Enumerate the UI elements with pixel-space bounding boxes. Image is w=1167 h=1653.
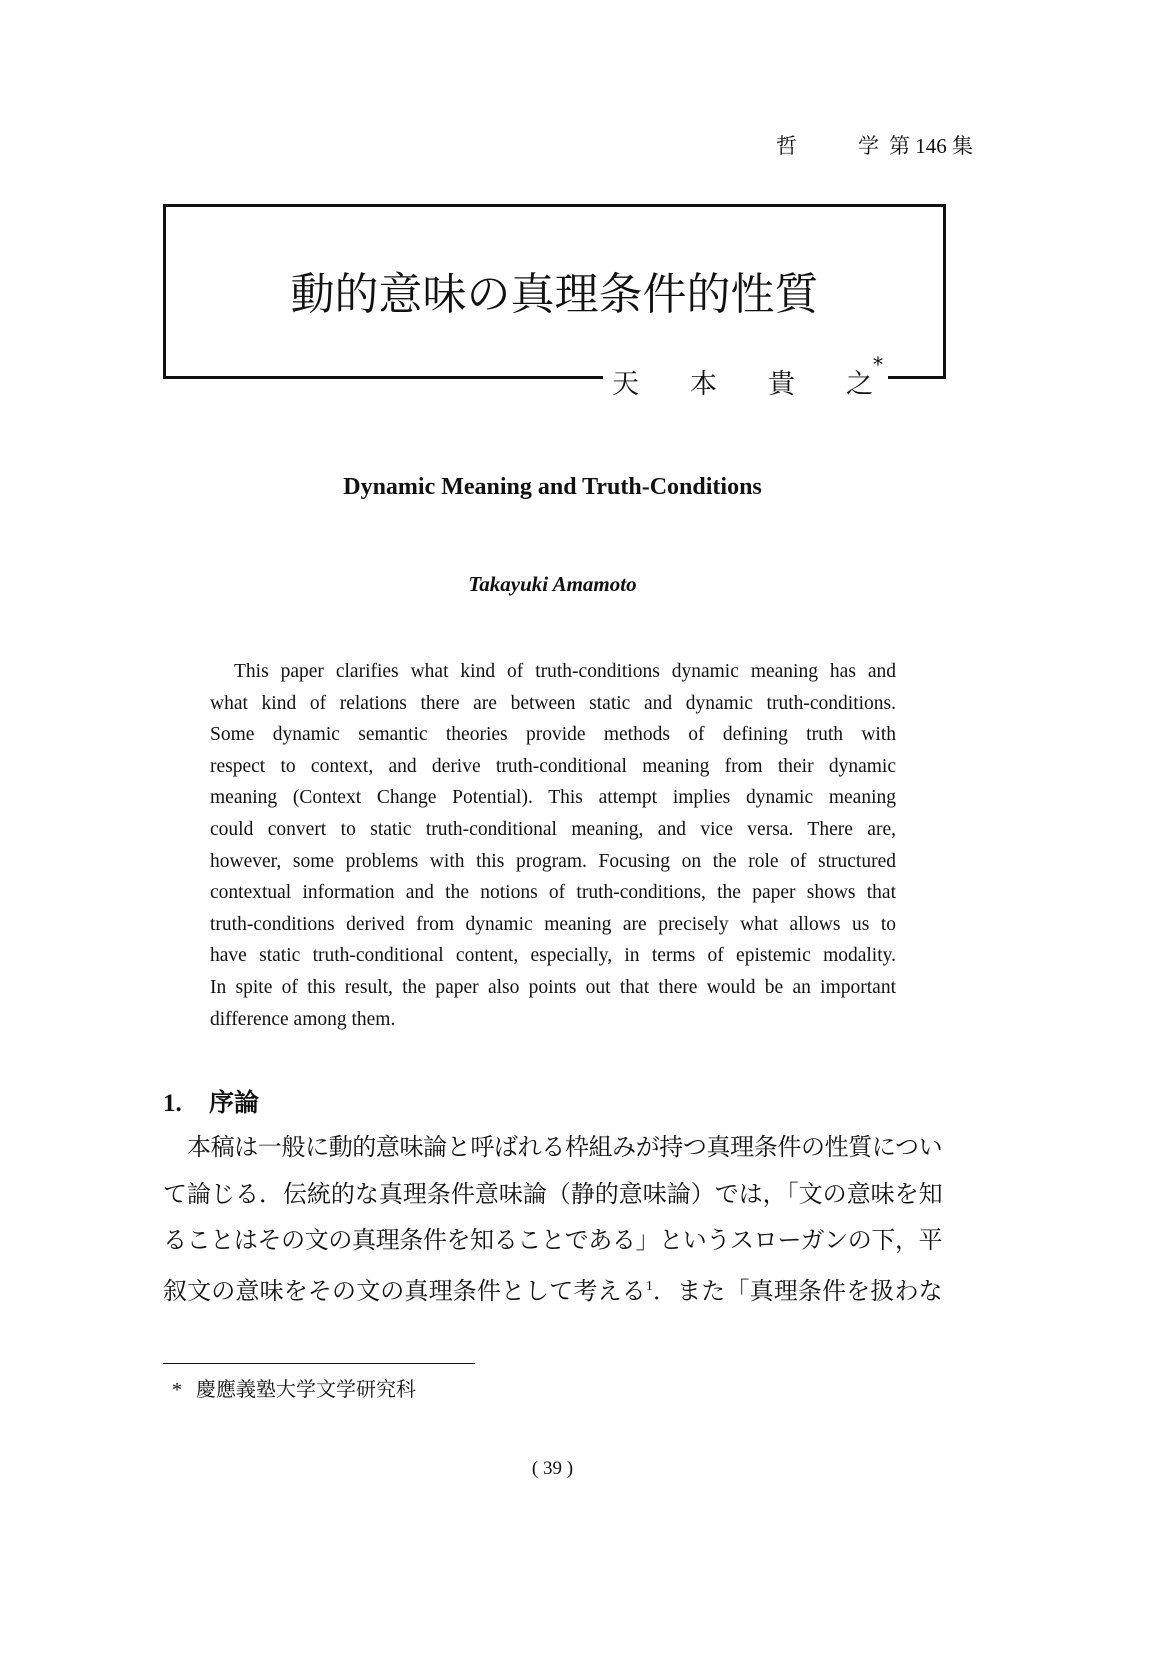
author-char: 之 (846, 369, 873, 400)
journal-name-char-1: 哲 (776, 134, 797, 158)
author-char: 本 (690, 369, 717, 400)
footnote (172, 1373, 416, 1402)
body-line: て論じる．伝統的な真理条件意味論（静的意味論）では，「文の意味を知 (163, 1179, 942, 1208)
title-box-bottom-rule-right (888, 376, 946, 379)
abstract-line: difference among them. (210, 1008, 396, 1030)
footnote-text: 慶應義塾大学文学研究科 (196, 1377, 416, 1401)
abstract-line: could convert to static truth-conditional meaning, and vice versa. There are, (210, 818, 896, 840)
abstract-line: Some dynamic semantic theories provide methods of defining truth with (210, 724, 896, 746)
body-line: ることはその文の真理条件を知ることである」というスローガンの下，平 (163, 1226, 942, 1254)
body-text (163, 1124, 942, 1310)
abstract-line: however, some problems with this program. Focusing on the role of structured (210, 850, 896, 872)
title-box-bottom-rule-left (163, 376, 603, 379)
body-line-text: 叙文の意味をその文の真理条件として考える (163, 1276, 646, 1305)
japanese-title: 動的意味の真理条件的性質 (290, 269, 819, 320)
journal-volume: 第 146 集 (889, 134, 973, 158)
japanese-author (612, 352, 883, 401)
footnote-mark: * (172, 1379, 182, 1401)
abstract-line: truth-conditions derived from dynamic meaning are precisely what allows us to (210, 913, 896, 935)
footnote-divider (163, 1363, 475, 1364)
author-footnote-mark[interactable]: * (873, 352, 883, 376)
abstract-line: have static truth-conditional content, especially, in terms of epistemic modality. (210, 945, 896, 967)
abstract-line: This paper clarifies what kind of truth-conditions dynamic meaning has and (234, 661, 896, 682)
author-char: 貴 (768, 369, 795, 400)
page-number: ( 39 ) (531, 1458, 574, 1479)
section-heading (163, 1083, 259, 1119)
abstract-line: In spite of this result, the paper also points out that there would be an important (210, 976, 896, 998)
english-author: Takayuki Amamoto (468, 572, 637, 596)
body-line (163, 1264, 942, 1311)
abstract-line: respect to context, and derive truth-conditional meaning from their dynamic (210, 755, 896, 777)
footnote-reference[interactable]: 1 (645, 1278, 653, 1294)
journal-header (776, 130, 973, 160)
abstract-line: meaning (Context Change Potential). This attempt implies dynamic meaning (210, 787, 896, 809)
section-number: 1. (163, 1090, 182, 1117)
section-title: 序論 (209, 1088, 260, 1117)
author-char: 天 (612, 369, 639, 400)
abstract-line: contextual information and the notions of truth-conditions, the paper shows that (210, 882, 896, 904)
english-title: Dynamic Meaning and Truth-Conditions (343, 474, 762, 500)
body-line-text: ．また「真理条件を扱わな (652, 1276, 942, 1305)
body-line: 本稿は一般に動的意味論と呼ばれる枠組みが持つ真理条件の性質につい (187, 1133, 942, 1161)
abstract (210, 656, 896, 1035)
journal-name-char-2: 学 (858, 134, 879, 158)
abstract-line: what kind of relations there are between static and dynamic truth-conditions. (210, 692, 896, 714)
